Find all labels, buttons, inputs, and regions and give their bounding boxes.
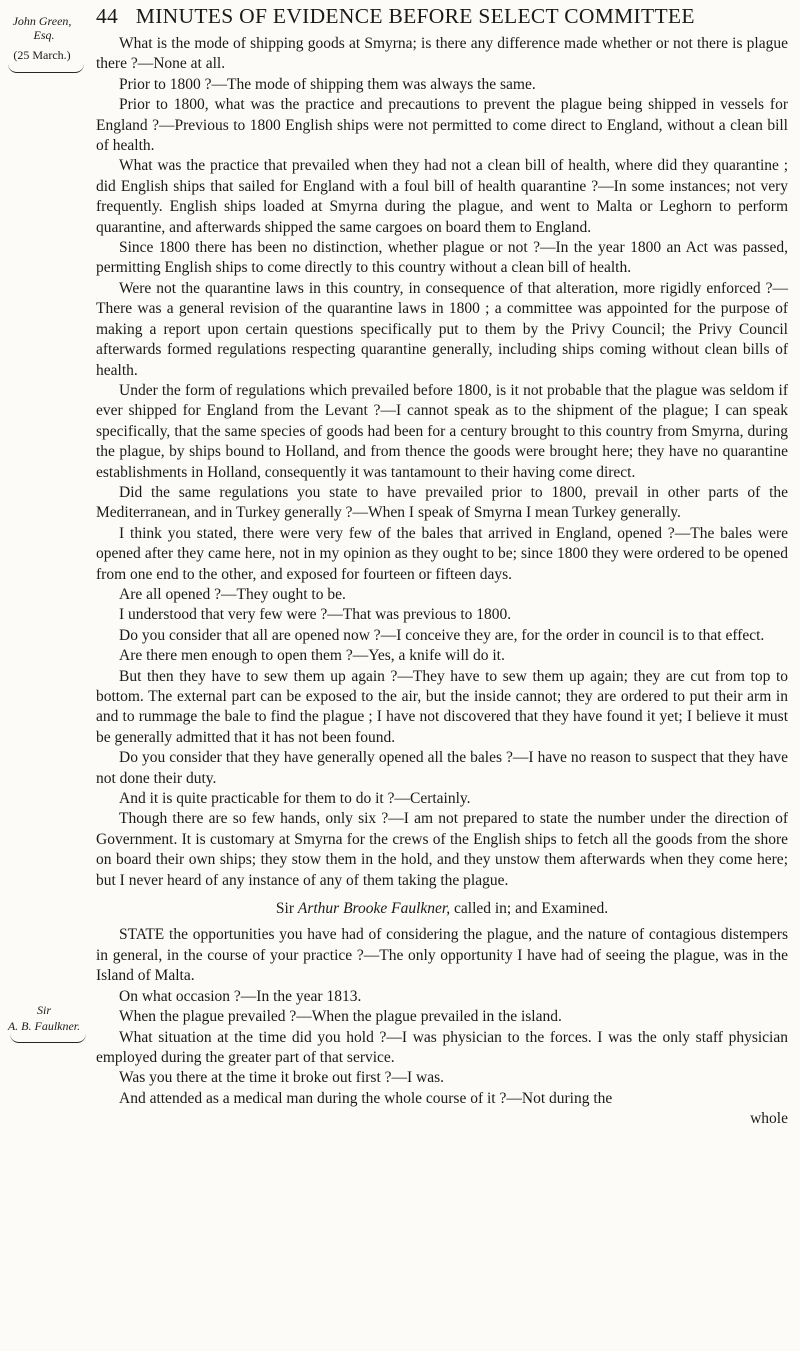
margin-note-witness-1 (2, 14, 82, 62)
margin-brace-1 (8, 64, 84, 73)
paragraph: Do you consider that they have generally opened all the bales ?—I have no reason to suspect that they have not done their duty. (96, 749, 788, 787)
paragraph: Do you consider that all are opened now ?—I conceive they are, for the order in council is to that effect. (119, 626, 765, 644)
body-text (96, 34, 788, 1130)
paragraph: But then they have to sew them up again ?—They have to sew them up again; they are cut from top to bottom. The external part can be exposed to the air, but the inside cannot; they are ordered to put their arm in and to rummage the bale to find the plague ; I have not discovered that they have found it yet; I believe it must be generally admitted that it has not been found. (96, 667, 788, 746)
paragraph: Prior to 1800, what was the practice and precautions to prevent the plague being shipped in vessels for England ?—Previous to 1800 English ships were not permitted to come direct to England, without a clean bill of health. (96, 96, 788, 155)
paragraph: Are there men enough to open them ?—Yes, a knife will do it. (119, 647, 505, 665)
witness-heading-suffix: called in; and Examined. (454, 900, 609, 918)
paragraph: On what occasion ?—In the year 1813. (119, 987, 362, 1005)
paragraph: What was the practice that prevailed when they had not a clean bill of health, where did they quarantine ; did English ships that sailed for England with a foul bill of health quarantine ?—In some instances; not very frequently. English ships loaded at Smyrna during the plague, and went to Malta or Leghorn to perform quarantine, and afterwards shipped the same cargoes on board them to England. (96, 157, 788, 236)
paragraph: What is the mode of shipping goods at Smyrna; is there any difference made whether or not there is plague there ?—None at all. (96, 35, 788, 73)
margin-note-witness-2 (4, 1003, 84, 1033)
paragraph: I understood that very few were ?—That was previous to 1800. (119, 606, 512, 624)
witness-2-name: A. B. Faulkner. (7, 1019, 81, 1033)
paragraph: And it is quite practicable for them to do it ?—Certainly. (119, 790, 471, 808)
witness-1-name: John Green, (12, 14, 72, 28)
witness-2-title: Sir (36, 1003, 51, 1017)
witness-heading (96, 899, 788, 919)
paragraph: Are all opened ?—They ought to be. (119, 585, 346, 603)
witness-1-date: (25 March.) (13, 48, 71, 62)
paragraph: Did the same regulations you state to have prevailed prior to 1800, prevail in other parts of the Mediterranean, and in Turkey generally ?—When I speak of Smyrna I mean Turkey generally. (96, 483, 788, 522)
running-head (96, 4, 786, 29)
paragraph: STATE the opportunities you have had of considering the plague, and the nature of contagious distempers in general, in the course of your practice ?—The only opportunity I have had of seeing the plague, was in the Island of Malta. (96, 926, 788, 985)
page-number: 44 (96, 4, 119, 28)
witness-1-suffix: Esq. (33, 28, 55, 42)
running-title: MINUTES OF EVIDENCE BEFORE SELECT COMMITTEE (135, 4, 695, 28)
witness-heading-prefix: Sir (275, 900, 294, 918)
paragraph: Since 1800 there has been no distinction, whether plague or not ?—In the year 1800 an Act was passed, permitting English ships to come directly to this country without a clean bill of health. (96, 239, 788, 277)
paragraph: When the plague prevailed ?—When the plague prevailed in the island. (119, 1008, 562, 1026)
paragraph: Was you there at the time it broke out first ?—I was. (119, 1069, 445, 1087)
catchword: whole (750, 1110, 788, 1128)
paragraph: I think you stated, there were very few of the bales that arrived in England, opened ?—The bales were opened after they came here, not in my opinion as they ought to be; since 1800 they were ordered to be opened from one end to the other, and exposed for fourteen or fifteen days. (96, 524, 788, 583)
witness-heading-name: Arthur Brooke Faulkner, (297, 900, 451, 918)
paragraph: Were not the quarantine laws in this country, in consequence of that alteration, more rigidly enforced ?—There was a general revision of the quarantine laws in 1800 ; a committee was appointed for the purpose of making a report upon certain questions specifically put to them by the Privy Council; the Privy Council afterwards formed regulations respecting quarantine generally, including ships coming without clean bills of health. (96, 279, 788, 379)
paragraph: Under the form of regulations which prevailed before 1800, is it not probable that the plague was seldom if ever shipped for England from the Levant ?—I cannot speak as to the shipment of the plague; I can speak specifically, that the same species of goods had been for a century brought to this country from Smyrna, during the plague, by ships bound to Holland, and from thence the goods were brought here; they have no quarantine establishments in Holland, consequently it was tantamount to their having come direct. (96, 381, 788, 481)
paragraph: What situation at the time did you hold ?—I was physician to the forces. I was the only staff physician employed during the greater part of that service. (96, 1028, 788, 1066)
margin-brace-2 (10, 1034, 86, 1043)
paragraph: Prior to 1800 ?—The mode of shipping them was always the same. (119, 75, 536, 93)
paragraph: And attended as a medical man during the whole course of it ?—Not during the (119, 1089, 613, 1107)
paragraph: Though there are so few hands, only six ?—I am not prepared to state the number under the direction of Government. It is customary at Smyrna for the crews of the English ships to fetch all the goods from the shore on board their own ships; they stow them in the hold, and they unstow them afterwards when they come here; but I never heard of any instance of any of them taking the plague. (96, 810, 788, 889)
